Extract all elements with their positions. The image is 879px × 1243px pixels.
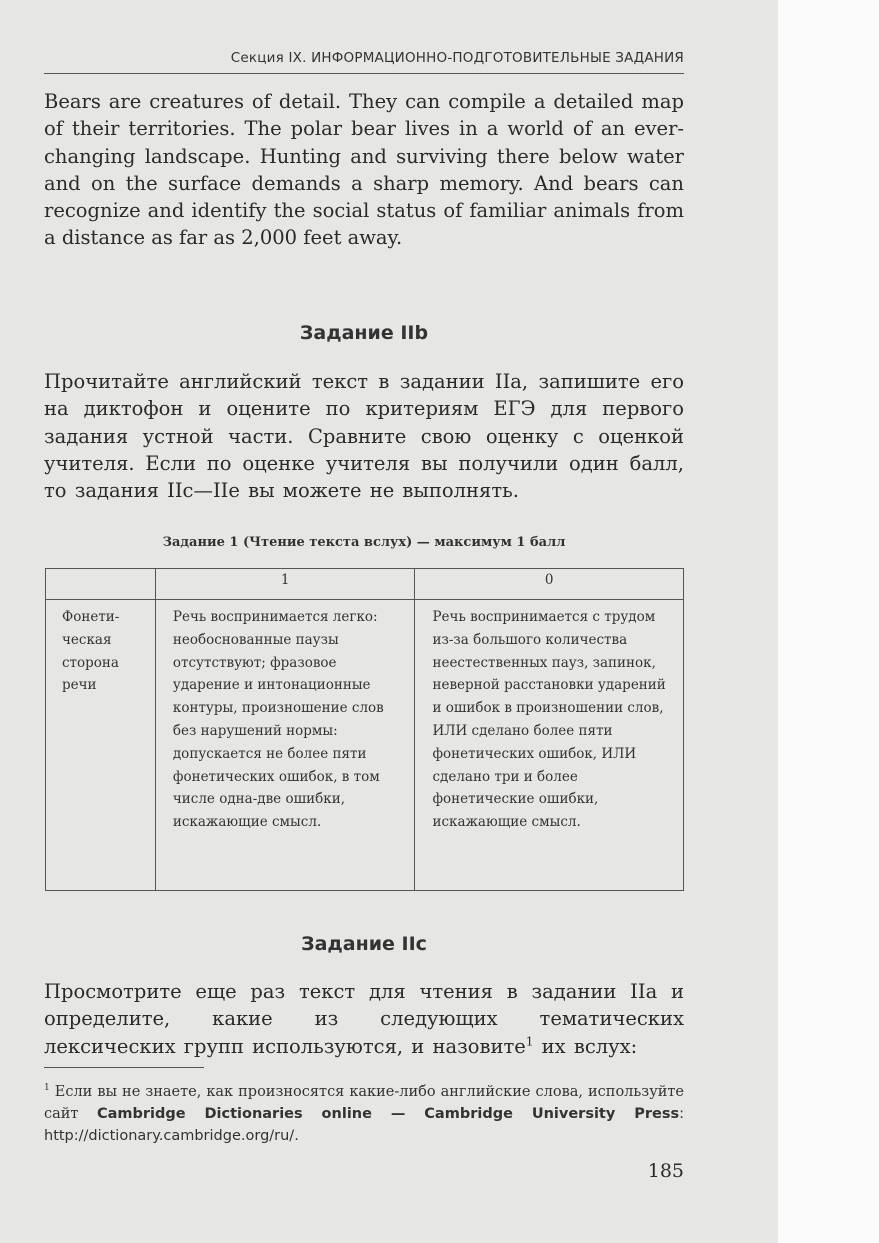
- table-header-empty: [46, 569, 156, 600]
- task-iic-text: Просмотрите еще раз текст для чтения в задании IIa и определите, какие из следующих тематических лексических групп используются, и назовите: [44, 980, 684, 1058]
- footnote-rule: [44, 1067, 204, 1068]
- score-0-cell: [415, 600, 684, 891]
- heading-task-iib: Задание IIb: [299, 322, 429, 344]
- footnote-source: Cambridge Dictionaries online — Cambridge University Press: [96, 1106, 680, 1122]
- footnote-url: http://dictionary.cambridge.org/ru/.: [44, 1128, 299, 1144]
- footnote-text: Если вы не знаете, как произносятся какие-либо английские слова, используйте сайт: [44, 1084, 684, 1122]
- score-0-description: Речь воспринимается с трудом из-за большого количества неестественных пауз, запинок, неверной расстановки ударений и ошибок в произношении слов, ИЛИ сделано более пяти фонетических ошибок, ИЛИ сделано три и более фонетические ошибки, искажающие смысл.: [432, 609, 666, 831]
- footnote-mark: 1: [44, 1083, 50, 1094]
- footnote-reference: 1: [525, 1034, 534, 1049]
- page-number: 185: [647, 1160, 684, 1182]
- footnote-url-prefix: :: [679, 1106, 684, 1122]
- row-label-cell: [46, 600, 156, 891]
- running-header: Секция IX. ИНФОРМАЦИОННО-ПОДГОТОВИТЕЛЬНЫЕ ЗАДАНИЯ: [230, 50, 684, 66]
- header-rule: [44, 73, 684, 74]
- table-row: [46, 600, 684, 891]
- table-header-score-1: 1: [155, 569, 415, 600]
- table-caption: Задание 1 (Чтение текста вслух) — максимум 1 балл: [162, 535, 566, 550]
- score-1-cell: [155, 600, 415, 891]
- scan-margin: [778, 0, 879, 1243]
- score-1-description: Речь воспринимается легко: необоснованные паузы отсутствуют; фразовое ударение и интонационные контуры, произношение слов без нарушений нормы: допускается не более пяти фонетических ошибок, в том числе одна-две ошибки, искажающие смысл.: [172, 609, 384, 831]
- task-iic-paragraph: [44, 978, 684, 1060]
- table-header-row: [46, 569, 684, 600]
- task-iic-text-end: их вслух:: [533, 1034, 638, 1058]
- footnote: [44, 1081, 684, 1147]
- heading-task-iic: Задание IIc: [301, 933, 427, 955]
- table-header-score-0: 0: [415, 569, 684, 600]
- criteria-table: [45, 568, 684, 891]
- intro-paragraph: Bears are creatures of detail. They can compile a detailed map of their territories. The polar bear lives in a world of an ever-changing landscape. Hunting and surviving there below water and on the surface demands a sharp memory. And bears can recognize and identify the social status of familiar animals from a distance as far as 2,000 feet away.: [44, 90, 684, 250]
- task-iib-paragraph: Прочитайте английский текст в задании IIa, запишите его на диктофон и оцените по критериям ЕГЭ для первого задания устной части. Сравните свою оценку с оценкой учителя. Если по оценке учителя вы получили один балл, то задания IIc—IIe вы можете не выполнять.: [44, 370, 684, 503]
- row-label: Фонети-ческая сторона речи: [62, 609, 120, 694]
